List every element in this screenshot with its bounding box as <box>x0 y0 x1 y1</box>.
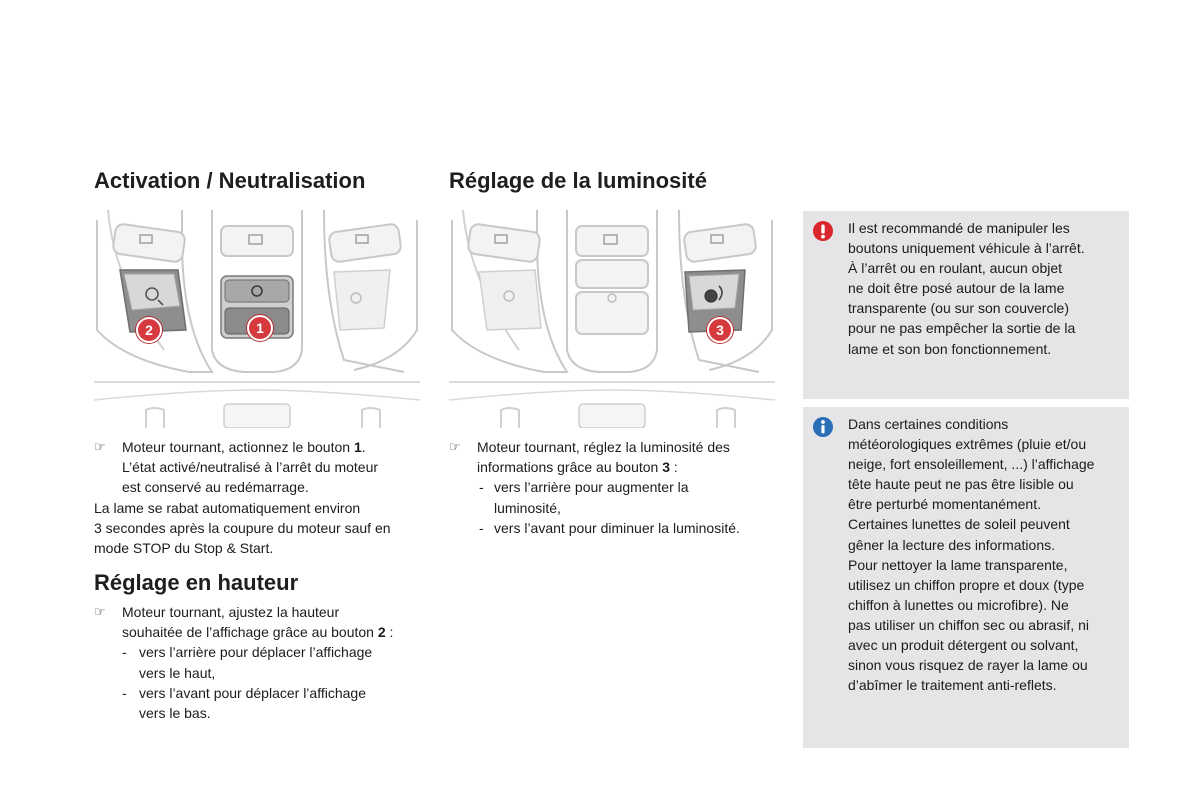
paragraph-line: La lame se rabat automatiquement environ <box>94 499 361 516</box>
dash-text: luminosité, <box>494 499 561 516</box>
bullet-punct: : <box>670 459 678 476</box>
paragraph <box>94 498 434 559</box>
info-line: Certaines lunettes de soleil peuvent <box>848 516 1070 533</box>
warning-line: transparente (ou sur son couvercle) <box>848 300 1069 317</box>
dash-mark: - <box>479 519 484 536</box>
info-line: utilisez un chiffon propre et doux (type <box>848 576 1085 593</box>
info-line: neige, fort ensoleillement, ...) l’affichage <box>848 456 1095 473</box>
paragraph-line: 3 secondes après la coupure du moteur sauf en <box>94 519 391 536</box>
activation-text <box>94 437 434 558</box>
paragraph-line: mode STOP du Stop & Start. <box>94 540 274 557</box>
bullet-item <box>94 437 434 498</box>
luminosite-text <box>449 437 789 538</box>
callout-badge-3: 3 <box>707 317 733 343</box>
dash-text: vers le bas. <box>139 705 211 722</box>
info-line: chiffon à lunettes ou microfibre). Ne <box>848 596 1069 613</box>
callout-badge-2: 2 <box>136 317 162 343</box>
button-ref: 2 <box>377 624 386 641</box>
pointing-hand-icon: ☞ <box>449 439 461 454</box>
bullet-text: L’état activé/neutralisé à l’arrêt du moteur <box>122 459 379 476</box>
info-line: pas utiliser un chiffon sec ou abrasif, ni <box>848 616 1089 633</box>
dash-text: vers le haut, <box>139 664 216 681</box>
info-text <box>848 414 1123 695</box>
info-line: sinon vous risquez de rayer la lame ou <box>848 657 1088 674</box>
info-line: tête haute peut ne pas être lisible ou <box>848 476 1074 493</box>
info-line: gêner la lecture des informations. <box>848 536 1055 553</box>
bullet-item <box>94 602 434 642</box>
info-line: Pour nettoyer la lame transparente, <box>848 556 1068 573</box>
section-heading-activation: Activation / Neutralisation <box>94 168 366 193</box>
dash-mark: - <box>479 479 484 496</box>
section-heading-hauteur: Réglage en hauteur <box>94 570 299 595</box>
info-line: être perturbé momentanément. <box>848 496 1041 513</box>
bullet-punct: . <box>361 439 366 455</box>
info-line: d’abîmer le traitement anti-reflets. <box>848 677 1057 694</box>
bullet-text: Moteur tournant, réglez la luminosité des <box>477 439 730 455</box>
info-line: avec un produit détergent ou solvant, <box>848 637 1079 654</box>
warning-line: lame et son bon fonctionnement. <box>848 340 1052 357</box>
info-line: Dans certaines conditions <box>848 416 1009 432</box>
warning-box <box>803 211 1129 399</box>
warning-line: Il est recommandé de manipuler les <box>848 220 1070 236</box>
dash-item <box>94 642 434 682</box>
pointing-hand-icon: ☞ <box>94 439 106 454</box>
section-heading-luminosite: Réglage de la luminosité <box>449 168 707 193</box>
console-illustration-right <box>449 210 775 428</box>
dash-item <box>449 518 789 538</box>
dash-mark: - <box>122 644 127 661</box>
dash-item <box>449 477 789 517</box>
info-box <box>803 407 1129 748</box>
button-ref: 3 <box>662 459 671 476</box>
dash-text: vers l’avant pour déplacer l’affichage <box>139 684 366 701</box>
dash-mark: - <box>122 684 127 701</box>
info-icon <box>813 417 833 437</box>
bullet-item <box>449 437 789 477</box>
dash-text: vers l’arrière pour déplacer l’affichage <box>139 644 373 661</box>
bullet-text: souhaitée de l’affichage grâce au bouton <box>122 624 378 641</box>
warning-icon <box>813 221 833 241</box>
hauteur-text <box>94 602 434 723</box>
warning-line: boutons uniquement véhicule à l’arrêt. <box>848 240 1085 257</box>
dash-text: vers l’arrière pour augmenter la <box>494 479 689 496</box>
bullet-text: informations grâce au bouton <box>477 459 663 476</box>
bullet-punct: : <box>385 624 394 641</box>
console-illustration-left <box>94 210 420 428</box>
warning-line: pour ne pas empêcher la sortie de la <box>848 320 1076 337</box>
dash-item <box>94 683 434 723</box>
info-line: météorologiques extrêmes (pluie et/ou <box>848 436 1087 453</box>
bullet-text: Moteur tournant, ajustez la hauteur <box>122 604 340 620</box>
pointing-hand-icon: ☞ <box>94 604 106 619</box>
warning-line: À l’arrêt ou en roulant, aucun objet <box>848 260 1063 277</box>
bullet-text: Moteur tournant, actionnez le bouton <box>122 439 354 455</box>
warning-line: ne doit être posé autour de la lame <box>848 280 1065 297</box>
bullet-text: est conservé au redémarrage. <box>122 479 309 496</box>
button-ref: 1 <box>353 439 362 455</box>
callout-badge-1: 1 <box>247 315 273 341</box>
warning-text <box>848 218 1123 359</box>
dash-text: vers l’avant pour diminuer la luminosité. <box>494 519 740 536</box>
